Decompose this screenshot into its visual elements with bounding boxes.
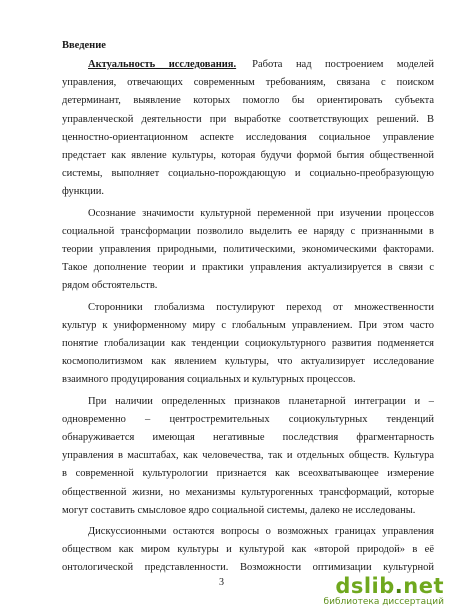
text-line-20: обнаруживается имеющая негативные последствия фрагментарность [62,432,434,443]
text-line-18: При наличии определенных признаков планетарной интеграции и – [88,395,434,407]
text-line-25: Дискуссионными остаются вопросы о возможных границах управления [88,526,434,537]
text-line-11: Такое дополнение теории и практики управления актуализируется в связи с [62,262,434,274]
text-line-1: управления, отвечающих современным требованиям, связана с поиском [62,77,434,89]
text-line-7: функции. [62,186,104,198]
text-line-4: ценностно-ориентационном аспекте исследования социальное управление [62,131,434,143]
lead-label: Актуальность исследования. [88,59,237,70]
text-line-19: одновременно – центростремительных социокультурных тенденций [62,413,434,425]
text-line-24: могут составить смысловое ядро социальной системы, далеко не исследованы. [62,504,416,516]
text-line-5: предстает как явление культуры, которая будучи формой бытия общественной [62,150,434,161]
text-line-9: социальной трансформации позволило выделить ее наряду с признанными в [62,225,434,237]
text-line-26: обществом как миром культуры и культурой как «второй природой» в её [62,544,434,556]
watermark-logo: dslib.net [335,574,444,598]
text-line-0 [62,58,434,71]
text-line-22: в современной культурологии признается как всеохватывающее измерение [62,468,434,480]
text-line-27: онтологической представленности. Возможности оптимизации культурной [62,562,434,574]
text-line-0-body: Работа над построением моделей [252,59,434,70]
text-line-6: системы, выполняет социально-порождающую и социально-преобразующую [62,168,434,180]
text-line-21: управления в масштабах, как человечества, так и отдельных обществ. Культура [62,450,434,462]
text-line-12: рядом обстоятельств. [62,280,158,292]
text-line-15: понятие глобализации как тенденции социокультурного развития подменяется [62,338,434,349]
section-heading: Введение [62,40,106,51]
text-line-16: космополитизмом как явлением культуры, что актуализирует исследование [62,356,434,368]
text-line-3: управленческой деятельности при выработке соответствующих решений. В [62,113,434,125]
text-line-14: культур к униформенному миру с глобальным управлением. При этом часто [62,319,434,331]
text-line-23: общественной жизни, но механизмы культурогенных трансформаций, которые [62,486,434,498]
text-line-17: взаимного продуцирования социальных и культурных процессов. [62,374,356,386]
text-line-2: детерминант, выявление которых помогло бы ориентировать субъекта [62,95,434,107]
watermark-subtitle: библиотека диссертаций [323,597,444,607]
watermark [324,575,444,608]
text-line-8: Осознание значимости культурной переменной при изучении процессов [88,207,434,219]
text-line-13: Сторонники глобализма постулируют переход от множественности [88,301,434,313]
text-line-10: теории управления природными, политическими, экономическими факторами. [62,244,434,255]
page-number: 3 [219,577,224,588]
